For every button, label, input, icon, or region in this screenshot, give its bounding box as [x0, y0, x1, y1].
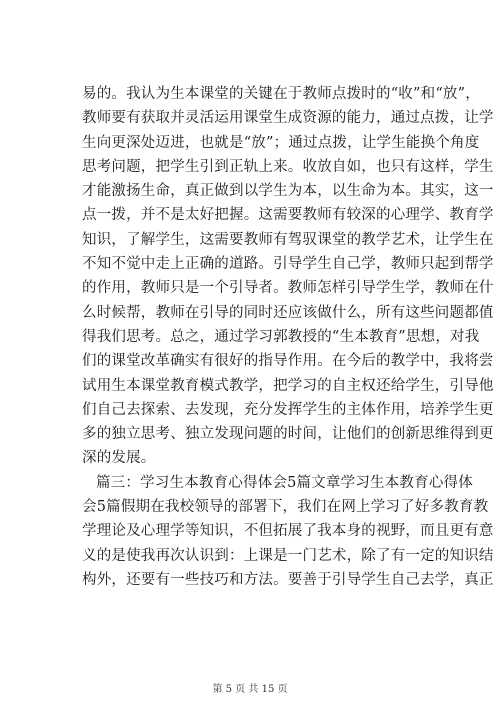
text-line: 知识，了解学生，这需要教师有驾驭课堂的教学艺术，让学生在: [82, 231, 494, 248]
text-line: 篇三：学习生本教育心得体会5篇文章学习生本教育心得体: [96, 474, 473, 491]
text-line: 才能激扬生命，真正做到以学生为本，以生命为本。其实，这一: [82, 183, 494, 200]
text-line: 教师要有获取并灵活运用课堂生成资源的能力，通过点拨，让学: [82, 110, 494, 127]
text-line: 试用生本课堂教育模式教学，把学习的自主权还给学生，引导他: [82, 377, 494, 394]
text-line: 生向更深处迈进，也就是“放”；通过点拨，让学生能换个角度: [82, 134, 480, 151]
text-line: 构外，还要有一些技巧和方法。要善于引导学生自己去学，真正: [82, 571, 494, 588]
text-line: 学理论及心理学等知识，不但拓展了我本身的视野，而且更有意: [82, 523, 494, 540]
text-line: 点一拨，并不是太好把握。这需要教师有较深的心理学、教育学: [82, 207, 494, 224]
text-line: 易的。我认为生本课堂的关键在于教师点拨时的“收”和“放”，: [82, 86, 480, 102]
text-line: 们自己去探索、去发现，充分发挥学生的主体作用，培养学生更: [82, 401, 494, 418]
text-line: 思考问题，把学生引到正轨上来。收放自如，也只有这样，学生: [82, 158, 494, 175]
text-line: 们的课堂改革确实有很好的指导作用。在今后的教学中，我将尝: [82, 353, 494, 370]
text-line: 么时候帮，教师在引导的同时还应该做什么，所有这些问题都值: [82, 304, 494, 321]
text-line: 得我们思考。总之，通过学习郭教授的“生本教育”思想，对我: [82, 328, 480, 345]
page-number: 第 5 页 共 15 页: [212, 684, 288, 695]
paragraph-1: [82, 82, 494, 471]
text-line: 深的发展。: [82, 450, 156, 467]
document-body: [82, 82, 494, 592]
text-line: 会5篇假期在我校领导的部署下，我们在网上学习了好多教育教: [82, 499, 489, 516]
paragraph-2: [82, 471, 494, 592]
text-line: 的作用，教师只是一个引导者。教师怎样引导学生学，教师在什: [82, 280, 494, 297]
text-line: 多的独立思考、独立发现问题的时间，让他们的创新思维得到更: [82, 426, 494, 443]
text-line: 义的是使我再次认识到：上课是一门艺术，除了有一定的知识结: [82, 547, 494, 564]
text-line: 不知不觉中走上正确的道路。引导学生自己学，教师只起到帮学: [82, 256, 494, 273]
